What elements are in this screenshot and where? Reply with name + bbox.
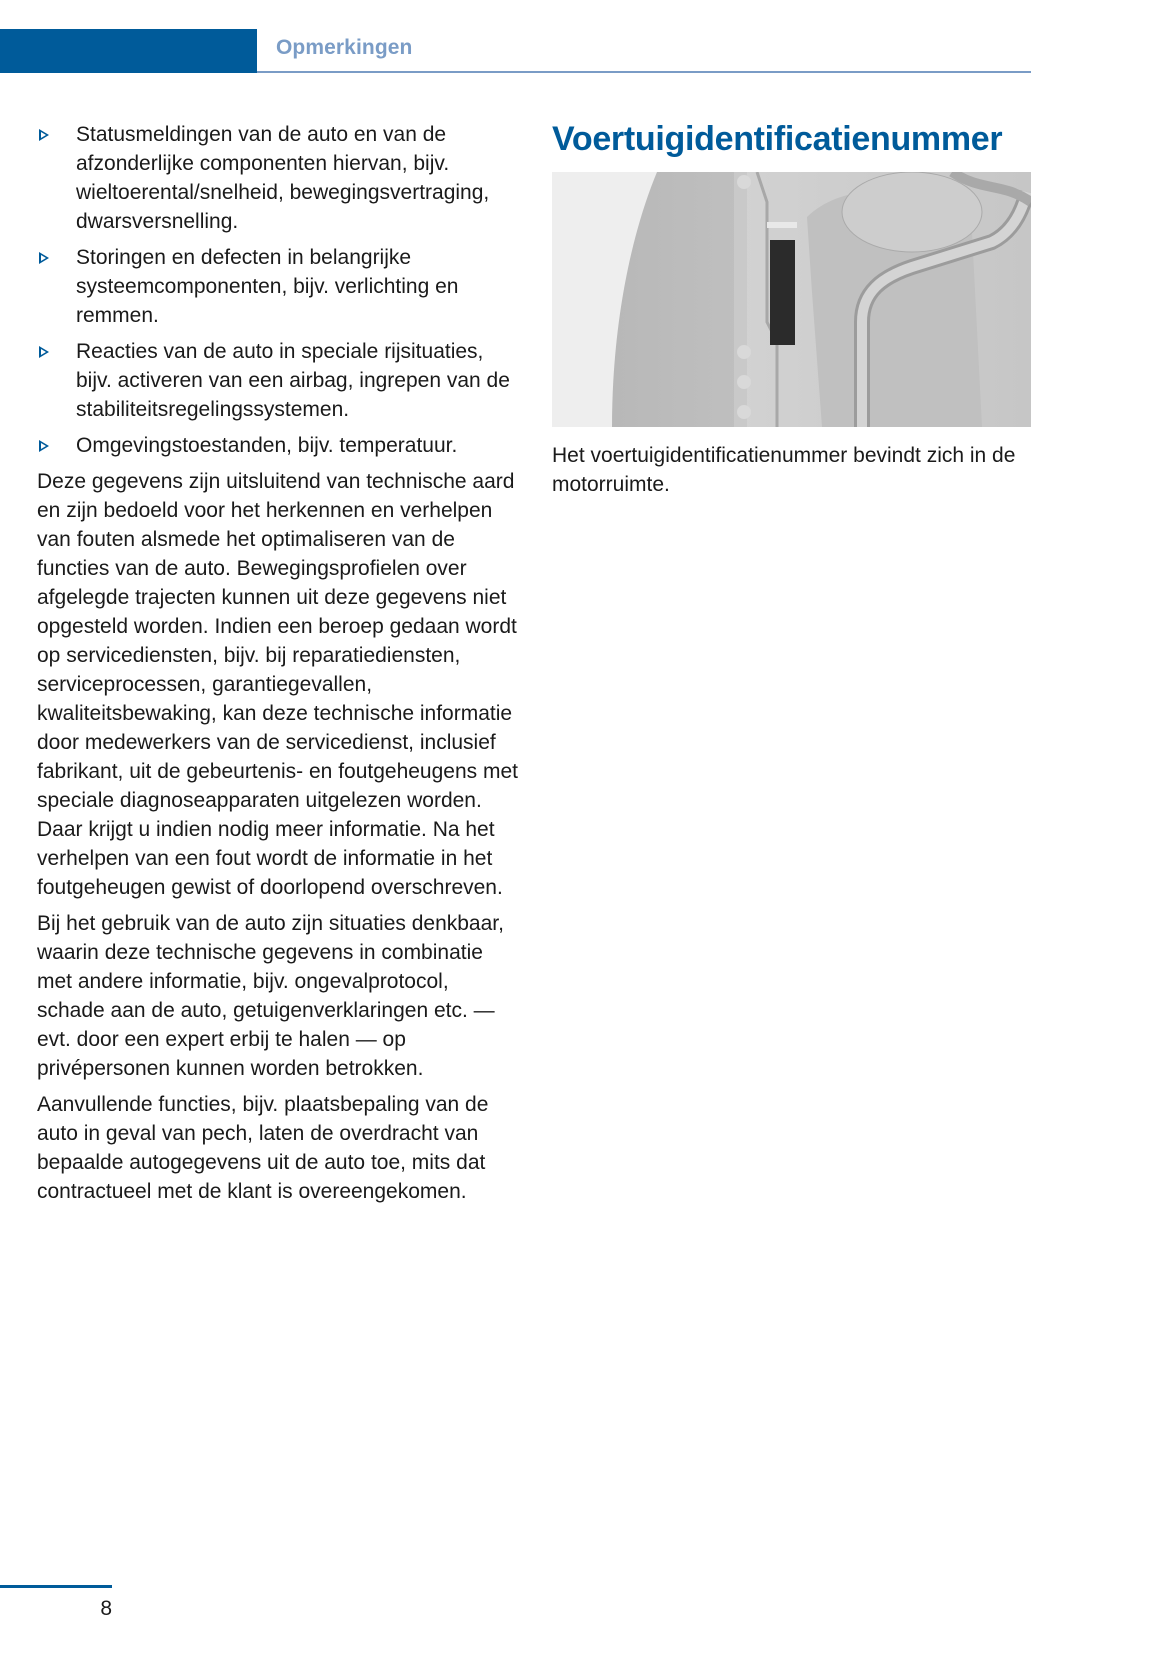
bullet-item	[37, 120, 521, 236]
triangle-bullet-icon	[39, 129, 49, 141]
bullet-item	[37, 431, 521, 460]
figure-caption: Het voertuigidentificatienummer bevindt zich in de motorruimte.	[552, 444, 1016, 496]
header-rule	[257, 71, 1031, 73]
bullet-text: Omgevingstoestanden, bijv. temperatuur.	[76, 434, 458, 457]
bullet-item	[37, 243, 521, 330]
triangle-bullet-icon	[39, 440, 49, 452]
footer-rule	[0, 1585, 112, 1588]
section-header: Opmerkingen	[276, 36, 413, 59]
bullet-item	[37, 337, 521, 424]
triangle-bullet-icon	[39, 346, 49, 358]
triangle-bullet-icon	[39, 252, 49, 264]
bullet-text: Storingen en defecten in belangrijke systeemcomponenten, bijv. verlichting en remmen.	[76, 246, 459, 327]
engine-bay-figure	[552, 172, 1031, 427]
bullet-text: Reacties van de auto in speciale rijsituaties, bijv. activeren van een airbag, ingrepen van de stabiliteitsregelingssystemen.	[76, 340, 510, 421]
left-column	[37, 120, 521, 1213]
paragraph: Aanvullende functies, bijv. plaatsbepaling van de auto in geval van pech, laten de overdracht van bepaalde autogegevens uit de auto toe, mits dat contractueel met de klant is overeengekomen.	[37, 1093, 489, 1203]
bullet-text: Statusmeldingen van de auto en van de afzonderlijke componenten hiervan, bijv. wieltoerental/snelheid, bewegingsvertraging, dwarsversnelling.	[76, 123, 490, 233]
paragraph: Bij het gebruik van de auto zijn situaties denkbaar, waarin deze technische gegevens in combinatie met andere informatie, bijv. ongevalprotocol, schade aan de auto, getuigenverklaringen etc. — evt. door een expert erbij te halen — op privépersonen kunnen worden betrokken.	[37, 912, 504, 1080]
right-column	[552, 118, 1032, 520]
paragraph: Deze gegevens zijn uitsluitend van technische aard en zijn bedoeld voor het herkennen en verhelpen van fouten alsmede het optimaliseren van de functies van de auto. Bewegingsprofielen over afgelegde trajecten kunnen uit deze gegevens niet opgesteld worden. Indien een beroep gedaan wordt op servicediensten, bijv. bij reparatiediensten, serviceprocessen, garantiegevallen, kwaliteitsbewaking, kan deze technische informatie door medewerkers van de servicedienst, inclusief fabrikant, uit de gebeurtenis- en foutgeheugens met speciale diagnoseapparaten uitgelezen worden. Daar krijgt u indien nodig meer informatie. Na het verhelpen van een fout wordt de informatie in het foutgeheugen gewist of doorlopend overschreven.	[37, 470, 518, 899]
section-title: Voertuigidentificatienummer	[552, 120, 1003, 158]
page-number: 8	[100, 1597, 112, 1620]
engine-bay-illustration	[552, 172, 1031, 427]
header-accent-block	[0, 29, 257, 73]
